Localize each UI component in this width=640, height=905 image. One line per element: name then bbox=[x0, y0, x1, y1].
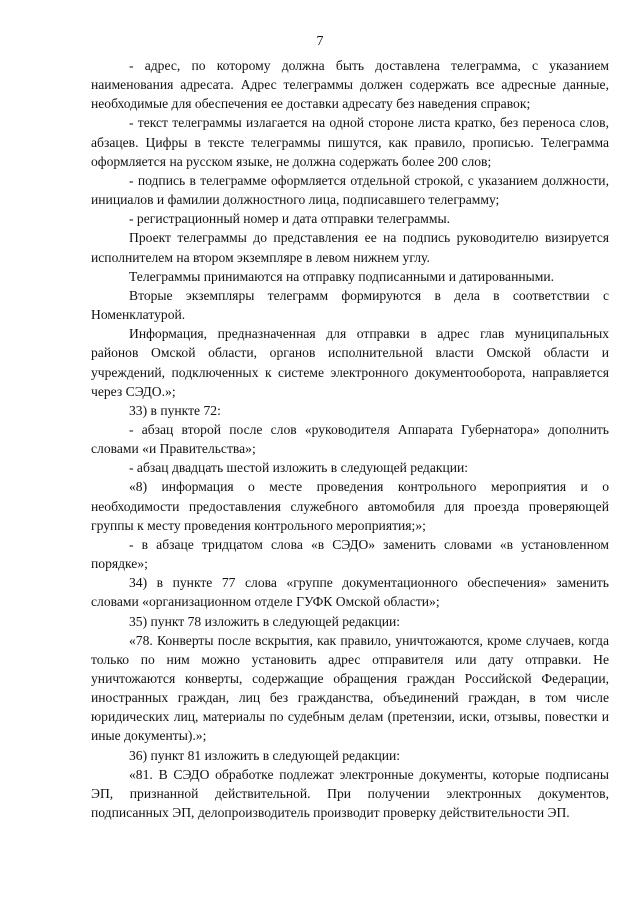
paragraph-thirtieth-abzac: - в абзаце тридцатом слова «в СЭДО» заменить словами «в установленном порядке»; bbox=[91, 536, 609, 572]
paragraph-envelopes-78: «78. Конверты после вскрытия, как правило, уничтожаются, кроме случаев, когда только по ним можно установить адрес отправителя или дату отправки. Не уничтожаются конверты, содержащие обращения граждан Российской Федерации, иностранных граждан, лиц без гражданства, объединений граждан, в том числе юридических лиц, материалы по судебным делам (претензии, иски, отзывы, повестки и иные документы).»; bbox=[91, 632, 609, 744]
paragraph-item-35: 35) пункт 78 изложить в следующей редакции: bbox=[129, 613, 401, 629]
page-number: 7 bbox=[316, 34, 324, 49]
paragraph-telegram-signature: - подпись в телеграмме оформляется отдельной строкой, с указанием должности, инициалов и фамилии должностного лица, подписавшего телеграмму; bbox=[91, 172, 609, 208]
paragraph-telegram-text: - текст телеграммы излагается на одной стороне листа кратко, без переноса слов, абзацев. Цифры в тексте телеграммы пишутся, как правило, прописью. Телеграмма оформляется на русском языке, не должна содержать более 200 слов; bbox=[91, 115, 609, 169]
paragraph-item-34: 34) в пункте 77 слова «группе документационного обеспечения» заменить словами «организационном отделе ГУФК Омской области»; bbox=[91, 575, 609, 610]
paragraph-second-abzac: - абзац второй после слов «руководителя Аппарата Губернатора» дополнить словами «и Правительства»; bbox=[91, 421, 609, 457]
paragraph-draft-approval: Проект телеграммы до представления ее на подпись руководителю визируется исполнителем на втором экземпляре в левом нижнем углу. bbox=[91, 230, 609, 265]
paragraph-information-sedo: Информация, предназначенная для отправки в адрес глав муниципальных районов Омской области, органов исполнительной власти Омской области и учреждений, подключенных к системе электронного документооборота, направляется через СЭДО.»; bbox=[91, 326, 609, 399]
paragraph-sedo-81: «81. В СЭДО обработке подлежат электронные документы, которые подписаны ЭП, признанной действительной. При получении электронных документов, подписанных ЭП, делопроизводитель производит проверку действительности ЭП. bbox=[91, 766, 609, 821]
paragraph-twenty-sixth-abzac: - абзац двадцать шестой изложить в следующей редакции: bbox=[129, 460, 469, 476]
document-body bbox=[91, 56, 609, 822]
paragraph-registration-number: - регистрационный номер и дата отправки телеграммы. bbox=[129, 211, 451, 227]
paragraph-item-33: 33) в пункте 72: bbox=[129, 402, 221, 418]
paragraph-second-copies: Вторые экземпляры телеграмм формируются в дела в соответствии с Номенклатурой. bbox=[91, 287, 609, 323]
paragraph-control-event-info: «8) информация о месте проведения контрольного мероприятия и о необходимости предоставления служебного автомобиля для проезда проверяющей группы к месту проведения контрольного мероприятия;»; bbox=[91, 479, 609, 533]
paragraph-accepted-for-sending: Телеграммы принимаются на отправку подписанными и датированными. bbox=[129, 268, 555, 284]
paragraph-address-requirement: - адрес, по которому должна быть доставлена телеграмма, с указанием наименования адресата. Адрес телеграммы должен содержать все адресные данные, необходимые для обеспечения ее доставки адресату без наведения справок; bbox=[91, 58, 609, 112]
paragraph-item-36: 36) пункт 81 изложить в следующей редакции: bbox=[129, 747, 401, 763]
